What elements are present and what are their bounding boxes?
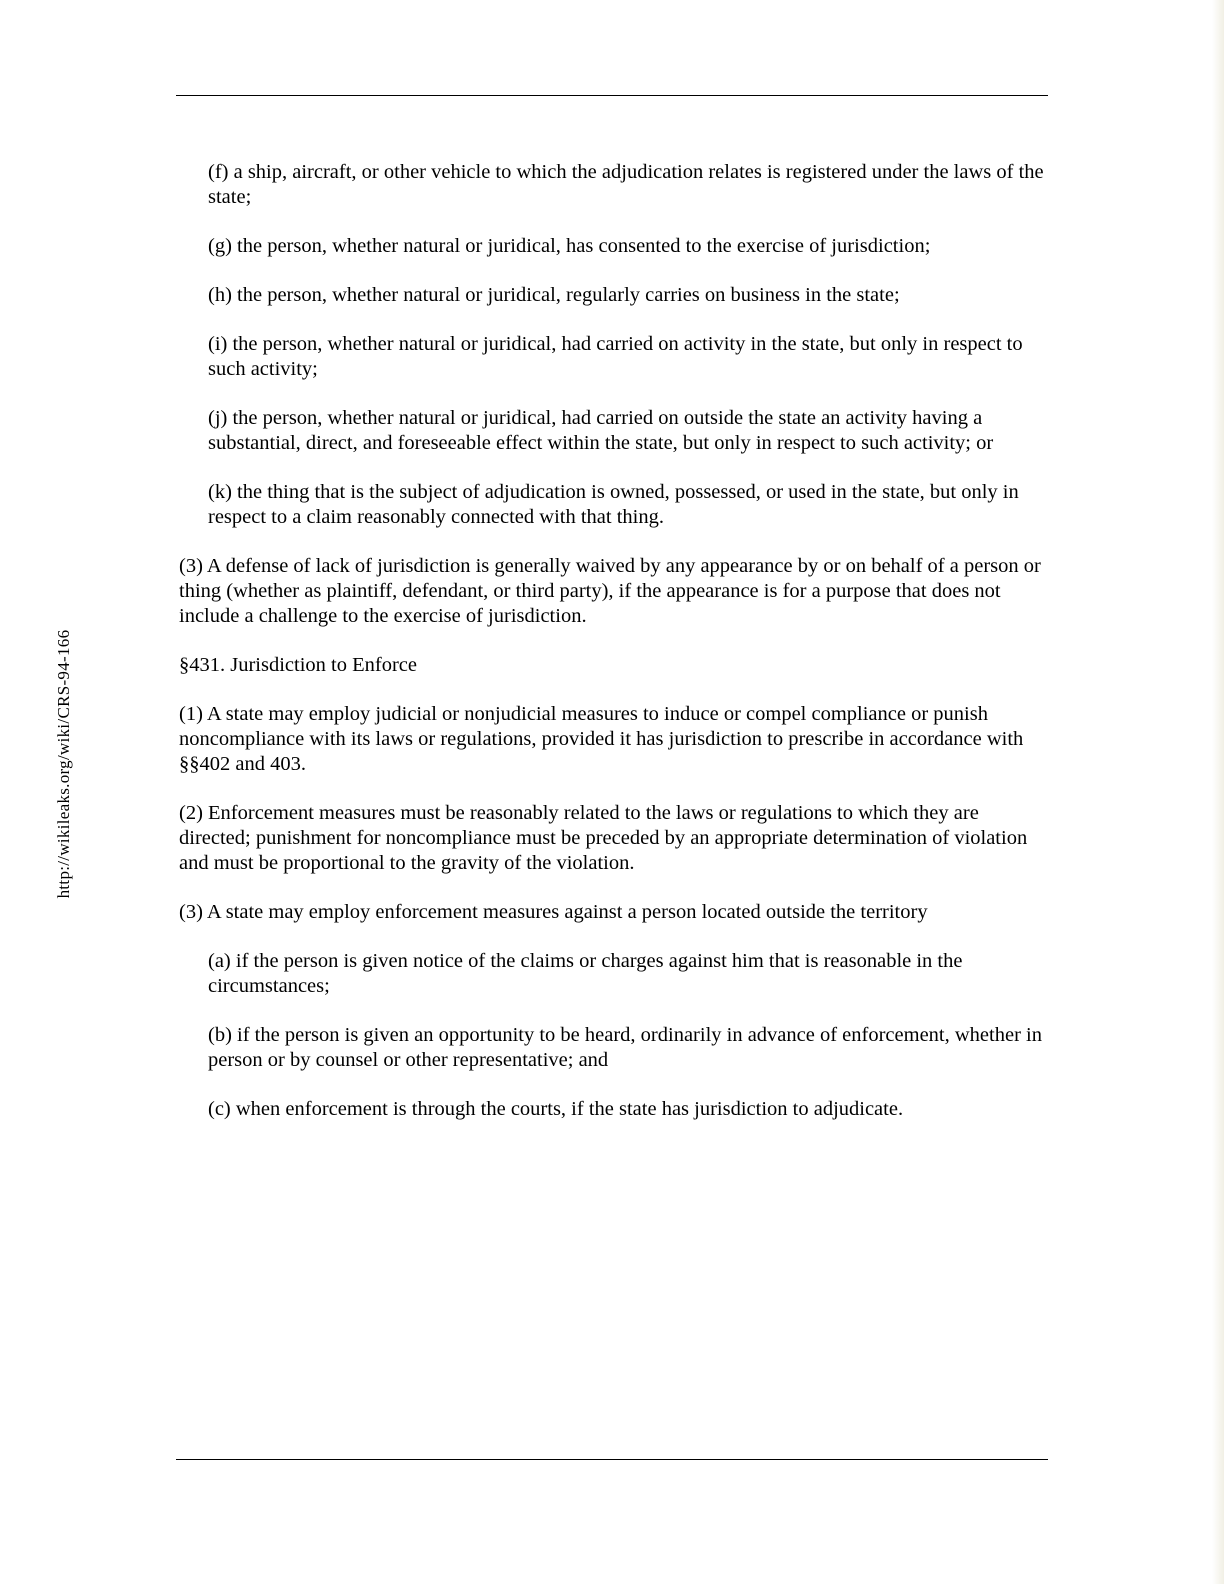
clause-f: (f) a ship, aircraft, or other vehicle to which the adjudication relates is registered under the laws of the state; bbox=[208, 161, 1044, 208]
side-source-url: http://wikileaks.org/wiki/CRS-94-166 bbox=[54, 629, 73, 899]
clause-j: (j) the person, whether natural or juridical, had carried on outside the state an activity having a substantial, direct, and foreseeable effect within the state, but only in respect to such activity; or bbox=[208, 407, 994, 454]
clause-a: (a) if the person is given notice of the claims or charges against him that is reasonable in the circumstances; bbox=[208, 950, 963, 997]
clause-c: (c) when enforcement is through the courts, if the state has jurisdiction to adjudicate. bbox=[208, 1098, 904, 1120]
clause-k: (k) the thing that is the subject of adjudication is owned, possessed, or used in the state, but only in respect to a claim reasonably connected with that thing. bbox=[208, 481, 1019, 528]
footer-rule bbox=[176, 1459, 1048, 1460]
clause-g: (g) the person, whether natural or juridical, has consented to the exercise of jurisdiction; bbox=[208, 235, 931, 257]
clause-i: (i) the person, whether natural or juridical, had carried on activity in the state, but only in respect to such activity; bbox=[208, 333, 1023, 380]
section-431-1: (1) A state may employ judicial or nonjudicial measures to induce or compel compliance or punish noncompliance with its laws or regulations, provided it has jurisdiction to prescribe in accordance with §§402 and 403. bbox=[179, 703, 1024, 775]
section-431-3: (3) A state may employ enforcement measures against a person located outside the territory bbox=[179, 901, 928, 923]
document-body bbox=[179, 160, 1049, 1146]
clause-h: (h) the person, whether natural or juridical, regularly carries on business in the state; bbox=[208, 284, 900, 306]
header-rule bbox=[176, 95, 1048, 96]
section-431-heading: §431. Jurisdiction to Enforce bbox=[179, 654, 417, 676]
section-431-2: (2) Enforcement measures must be reasonably related to the laws or regulations to which they are directed; punishment for noncompliance must be preceded by an appropriate determination of violation and must be proportional to the gravity of the violation. bbox=[179, 802, 1028, 874]
section-430-3: (3) A defense of lack of jurisdiction is generally waived by any appearance by or on behalf of a person or thing (whether as plaintiff, defendant, or third party), if the appearance is for a purpose that does not include a challenge to the exercise of jurisdiction. bbox=[179, 555, 1041, 627]
clause-b: (b) if the person is given an opportunity to be heard, ordinarily in advance of enforcement, whether in person or by counsel or other representative; and bbox=[208, 1024, 1042, 1071]
page-edge bbox=[1212, 0, 1224, 1584]
